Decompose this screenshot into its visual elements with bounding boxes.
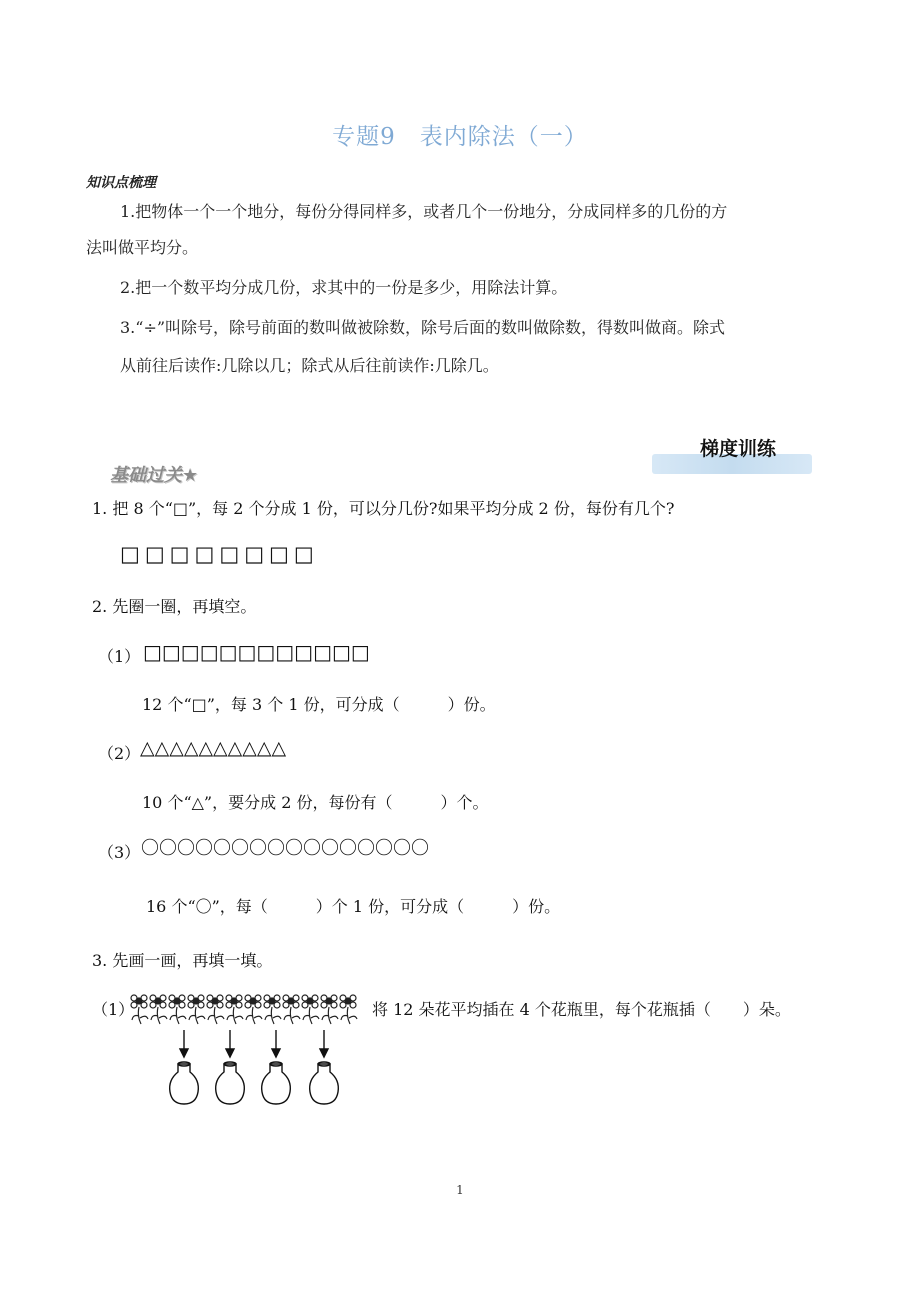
question-2-3-circles: 〇〇〇〇〇〇〇〇〇〇〇〇〇〇〇〇 — [141, 838, 429, 859]
question-2-2-fill-text: 10 个“△”，要分成 2 份，每份有（ ）个。 — [142, 793, 489, 812]
question-2-2-number: （2） — [98, 744, 141, 763]
question-2-3-number: （3） — [98, 843, 141, 862]
question-2-1-squares: □□□□□□□□□□□□ — [143, 640, 370, 664]
question-2-1-number: （1） — [98, 647, 141, 666]
knowledge-point-1-line2: 法叫做平均分。 — [86, 238, 199, 257]
question-2-text: 2. 先圈一圈，再填空。 — [92, 597, 257, 616]
question-3-text: 3. 先画一画，再填一填。 — [92, 951, 273, 970]
knowledge-point-3-line1: 3.“÷”叫除号，除号前面的数叫做被除数，除号后面的数叫做除数，得数叫做商。除式 — [120, 318, 726, 337]
question-2-1-fill-text: 12 个“□”，每 3 个 1 份，可分成（ ）份。 — [142, 695, 496, 714]
question-1-text: 1. 把 8 个“□”，每 2 个分成 1 份，可以分几份?如果平均分成 2 份，每份有几个? — [92, 499, 675, 518]
training-label: 梯度训练 — [700, 438, 777, 460]
basic-level-label: 基础过关★ — [110, 465, 199, 486]
vases-illustration — [128, 1028, 372, 1112]
question-3-1-number: （1） — [92, 1000, 135, 1019]
flowers-illustration — [130, 992, 370, 1030]
knowledge-point-2: 2.把一个数平均分成几份，求其中的一份是多少，用除法计算。 — [120, 278, 568, 297]
question-2-2-triangles: △△△△△△△△△△ — [140, 737, 287, 759]
question-2-3-fill-text: 16 个“〇”，每（ ）个 1 份，可分成（ ）份。 — [146, 897, 561, 916]
question-3-1-fill-text: 将 12 朵花平均插在 4 个花瓶里，每个花瓶插（ ）朵。 — [372, 1000, 791, 1019]
knowledge-point-1-line1: 1.把物体一个一个地分，每份分得同样多，或者几个一份地分，分成同样多的几份的方 — [120, 202, 728, 221]
page-title: 专题9 表内除法（一） — [332, 124, 588, 150]
question-1-squares: □□□□□□□□ — [120, 542, 319, 566]
page-number: 1 — [456, 1183, 464, 1197]
knowledge-point-3-line2: 从前往后读作:几除以几；除式从后往前读作:几除几。 — [120, 356, 499, 375]
knowledge-section-label: 知识点梳理 — [86, 175, 156, 191]
